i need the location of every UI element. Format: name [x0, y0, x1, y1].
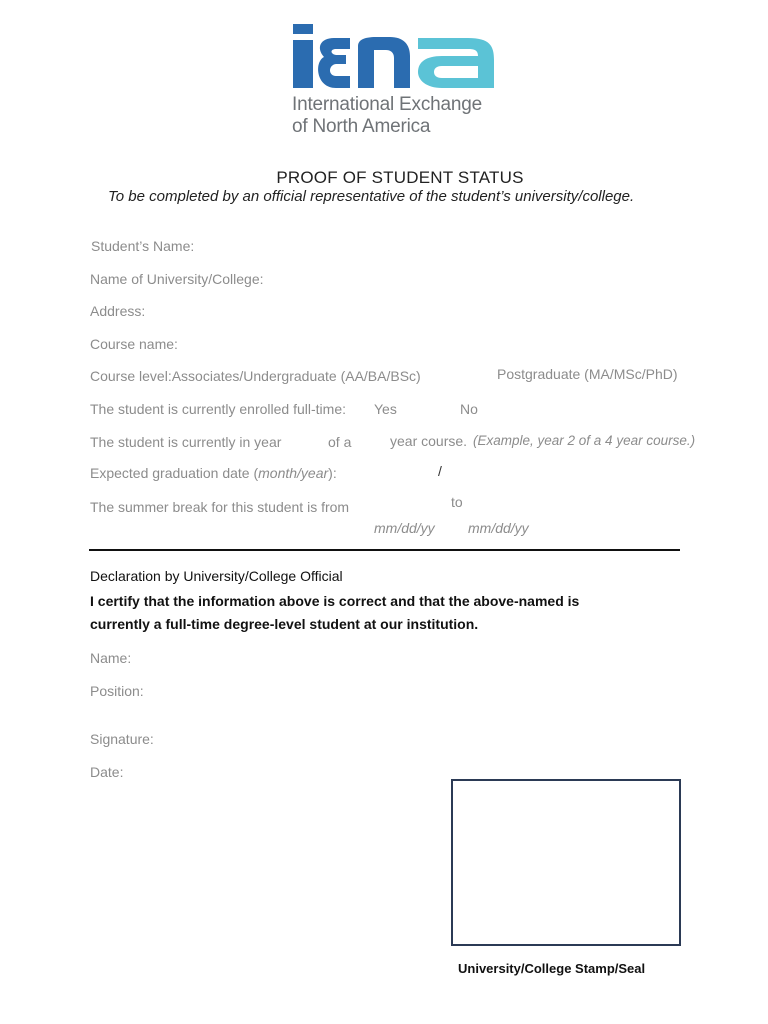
course-level-option-undergraduate[interactable]: Course level:Associates/Undergraduate (AA/BA/BSc): [90, 368, 421, 384]
summer-break-to-label: to: [451, 494, 463, 510]
enrolled-yes-option[interactable]: Yes: [374, 401, 397, 417]
declaration-heading: Declaration by University/College Official: [90, 568, 343, 584]
current-year-label: The student is currently in year: [90, 434, 282, 450]
official-position-field[interactable]: Position:: [90, 683, 144, 699]
course-level-option-postgraduate[interactable]: Postgraduate (MA/MSc/PhD): [497, 366, 678, 382]
course-name-field[interactable]: Course name:: [90, 336, 178, 352]
graduation-date-prefix: Expected graduation date (: [90, 465, 259, 481]
stamp-seal-label: University/College Stamp/Seal: [458, 961, 646, 976]
summer-break-to-format: mm/dd/yy: [468, 520, 529, 536]
address-field[interactable]: Address:: [90, 303, 146, 319]
student-name-field[interactable]: Student’s Name:: [91, 238, 195, 254]
certification-line-1: I certify that the information above is correct and that the above-named is: [90, 593, 580, 609]
enrolled-no-option[interactable]: No: [460, 401, 478, 417]
official-signature-field[interactable]: Signature:: [90, 731, 154, 747]
graduation-date-suffix: ):: [328, 465, 337, 481]
logo-n-letter: [358, 37, 410, 88]
certification-line-2: currently a full-time degree-level student at our institution.: [90, 616, 479, 632]
logo-i-stem: [293, 40, 313, 88]
page-title: PROOF OF STUDENT STATUS: [276, 168, 524, 187]
year-example-note: (Example, year 2 of a 4 year course.): [473, 433, 696, 448]
official-date-field[interactable]: Date:: [90, 764, 124, 780]
section-divider: [89, 549, 680, 551]
graduation-date-label: [90, 465, 337, 481]
summer-break-label: The summer break for this student is from: [90, 499, 350, 515]
logo-i-dot: [293, 24, 313, 34]
university-name-field[interactable]: Name of University/College:: [90, 271, 264, 287]
graduation-date-slash: /: [438, 463, 442, 479]
logo-org-line-2: of North America: [292, 116, 431, 137]
logo-e-letter: [318, 38, 350, 88]
enrolled-full-time-label: The student is currently enrolled full-time:: [90, 401, 346, 417]
year-course-label: year course.: [390, 433, 468, 449]
summer-break-from-format: mm/dd/yy: [374, 520, 435, 536]
official-name-field[interactable]: Name:: [90, 650, 132, 666]
logo-a-letter: [418, 38, 494, 88]
logo-org-line-1: International Exchange: [292, 94, 482, 115]
of-a-label: of a: [328, 434, 352, 450]
page-subtitle: To be completed by an official representative of the student’s university/college.: [108, 188, 635, 205]
graduation-date-format: month/year: [258, 465, 329, 481]
stamp-seal-box[interactable]: [451, 779, 681, 946]
